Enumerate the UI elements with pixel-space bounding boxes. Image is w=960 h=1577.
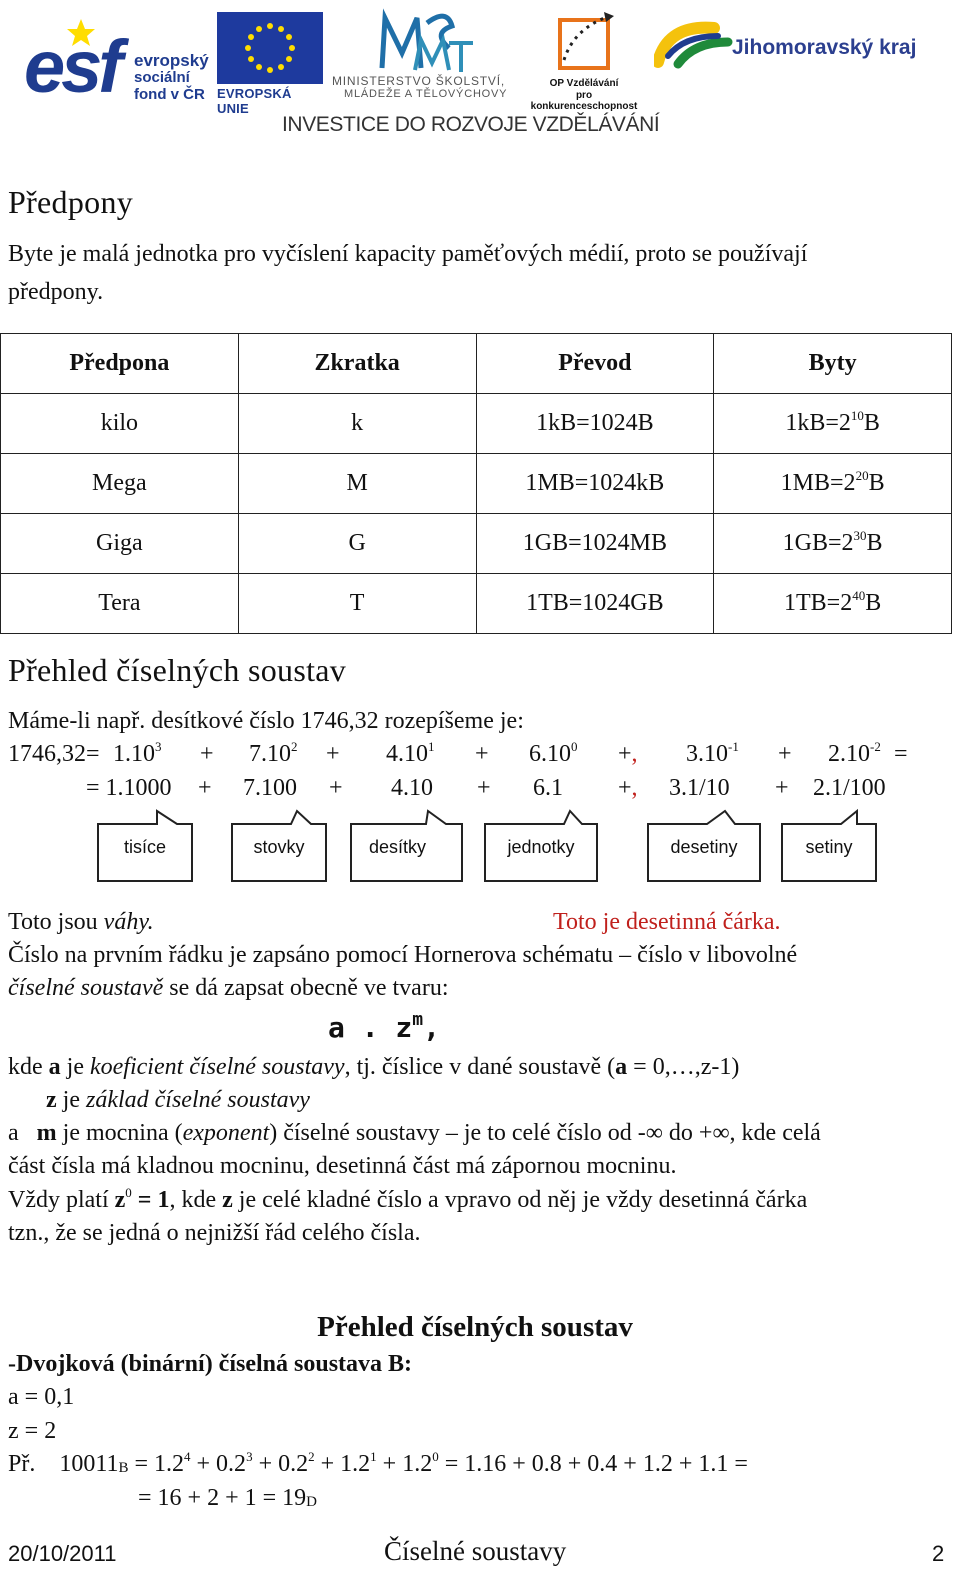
cell-bytes: $1TB=2^{40}B$ — [714, 574, 952, 634]
intro-line1: Byte je malá jednotka pro vyčíslení kapacity paměťových médií, proto se používají — [8, 241, 808, 267]
row2-plus-comma: +, — [618, 775, 638, 801]
row2-plus: + — [775, 775, 789, 801]
row1-plus: + — [475, 741, 489, 767]
cell-bytes: $1MB=2^{20}B$ — [714, 454, 952, 514]
cell-conv: 1GB=1024MB — [476, 514, 714, 574]
footer-title: Číselné soustavy — [384, 1536, 567, 1566]
binary-subtitle: -Dvojková (binární) číselná soustava B: — [8, 1351, 413, 1377]
op-line2: pro konkurenceschopnost — [530, 90, 638, 112]
callout-desitky: desítky — [350, 810, 463, 882]
row1-term2: 7.10$^2$ — [249, 739, 298, 767]
row1-term5: $3.10^{-1}$ — [686, 739, 739, 767]
row1-plus: + — [200, 741, 214, 767]
msmt-logo — [332, 8, 522, 104]
row1-term1: 1.10$^3$ — [113, 739, 162, 767]
footer-date: 20/10/2011 — [8, 1541, 117, 1566]
cell-abbr: k — [238, 394, 476, 454]
row1-term4: 6.10$^0$ — [529, 739, 578, 767]
def-a: kde a je koeficient číselné soustavy, tj. číslice v dané soustavě (a = 0,…,z-1) — [8, 1054, 740, 1080]
msmt-mark-icon — [377, 8, 477, 74]
row2-lead: = 1.1000 — [86, 775, 172, 801]
op-logo — [524, 10, 644, 112]
row1-plus-comma: +, — [618, 741, 638, 767]
binary-a: a = 0,1 — [8, 1384, 75, 1410]
row2-term4: 6.1 — [533, 775, 563, 801]
row1-term6: $2.10^{-2}$ — [828, 739, 881, 767]
op-mark-icon — [552, 10, 618, 76]
slogan: INVESTICE DO ROZVOJE VZDĚLÁVÁNÍ — [282, 113, 660, 136]
row2-term2: 7.100 — [243, 775, 297, 801]
row1-plus: + — [326, 741, 340, 767]
table-row — [1, 454, 952, 514]
weights-note: Toto jsou váhy. — [8, 909, 154, 935]
eu-flag-icon — [217, 12, 323, 84]
example-intro: Máme-li např. desítkové číslo 1746,32 rozepíšeme je: — [8, 708, 524, 734]
cell-conv: 1kB=1024B — [476, 394, 714, 454]
cell-bytes: $1kB=2^{10}B$ — [714, 394, 952, 454]
section-title-soustavy: Přehled číselných soustav — [8, 652, 347, 688]
row2-plus: + — [198, 775, 212, 801]
cell-conv: 1TB=1024GB — [476, 574, 714, 634]
intro-line2: předpony. — [8, 279, 104, 305]
section-title-predpony: Předpony — [8, 184, 134, 220]
cell-prefix: Giga — [1, 514, 239, 574]
cell-prefix: kilo — [1, 394, 239, 454]
esf-text — [134, 52, 209, 103]
cell-abbr: G — [238, 514, 476, 574]
callout-tisice: tisíce — [97, 810, 193, 882]
cell-bytes: $1GB=2^{30}B$ — [714, 514, 952, 574]
jmk-logo — [654, 16, 924, 76]
col-header: Byty — [714, 334, 952, 394]
def-z: z je základ číselné soustavy — [46, 1087, 310, 1113]
binary-example: Př. $10011_B = 1.2^4 + 0.2^3 + 0.2^2 + 1.2^1 + 1.2^0 = 1.16 + 0.8 + 0.4 + 1.2 + 1.1$ = — [8, 1449, 748, 1477]
msmt-line1: MINISTERSTVO ŠKOLSTVÍ, — [332, 74, 505, 88]
horner-line2: číselné soustavě se dá zapsat obecně ve tvaru: — [8, 975, 449, 1001]
always-line2: tzn., že se jedná o nejnižší řád celého čísla. — [8, 1220, 421, 1246]
table-header-row — [1, 334, 952, 394]
formula: a . $z^m$, — [328, 1009, 440, 1044]
row2-term5: 3.1/10 — [669, 775, 730, 801]
cell-prefix: Tera — [1, 574, 239, 634]
row2-plus: + — [329, 775, 343, 801]
always-line1: Vždy platí $z^0 = 1$, kde z je celé kladné číslo a vpravo od něj je vždy desetinná čárka — [8, 1185, 808, 1213]
esf-line2: sociální — [134, 69, 190, 86]
row1-eq: = — [894, 741, 908, 767]
callout-jednotky: jednotky — [484, 810, 598, 882]
cell-abbr: M — [238, 454, 476, 514]
section3-title: Přehled číselných soustav — [317, 1311, 633, 1343]
table-row — [1, 394, 952, 454]
callout-stovky: stovky — [231, 810, 327, 882]
cell-abbr: T — [238, 574, 476, 634]
row1-lead: 1746,32= — [8, 741, 100, 767]
esf-line3: fond v ČR — [134, 86, 205, 103]
table-row — [1, 574, 952, 634]
row2-plus: + — [477, 775, 491, 801]
expansion-row2 — [0, 772, 960, 806]
row1-plus: + — [778, 741, 792, 767]
row2-term6: 2.1/100 — [813, 775, 886, 801]
binary-result: = $16 + 2 + 1 = 19_D$ — [138, 1485, 317, 1511]
esf-mark: esf — [24, 25, 119, 108]
esf-line1: evropský — [134, 51, 209, 70]
col-header: Převod — [476, 334, 714, 394]
def-m-line2: část čísla má kladnou mocninu, desetinná část má zápornou mocninu. — [8, 1153, 677, 1179]
row2-term3: 4.10 — [391, 775, 433, 801]
msmt-line2: MLÁDEŽE A TĚLOVÝCHOVY — [344, 88, 508, 100]
expansion-row1 — [0, 738, 960, 772]
table-row — [1, 514, 952, 574]
col-header: Předpona — [1, 334, 239, 394]
callout-setiny: setiny — [781, 810, 877, 882]
footer-page: 2 — [932, 1541, 945, 1566]
eu-label: EVROPSKÁ UNIE — [217, 86, 292, 116]
jmk-label: Jihomoravský kraj — [732, 36, 917, 59]
horner-line1: Číslo na prvním řádku je zapsáno pomocí Hornerova schématu – číslo v libovolné — [8, 942, 798, 968]
decimal-comma-note: Toto je desetinná čárka. — [553, 909, 781, 935]
row1-term3: 4.10$^1$ — [386, 739, 435, 767]
op-line1: OP Vzdělávání — [549, 78, 619, 89]
binary-z: z = 2 — [8, 1418, 57, 1444]
esf-logo — [24, 10, 214, 108]
cell-prefix: Mega — [1, 454, 239, 514]
cell-conv: 1MB=1024kB — [476, 454, 714, 514]
def-m: a m je mocnina (exponent) číselné soustavy – je to celé číslo od -∞ do +∞, kde celá — [8, 1120, 821, 1146]
jmk-swoosh-icon — [654, 16, 734, 72]
col-header: Zkratka — [238, 334, 476, 394]
eu-logo — [217, 12, 325, 116]
callout-desetiny: desetiny — [647, 810, 761, 882]
prefix-table — [0, 333, 952, 634]
